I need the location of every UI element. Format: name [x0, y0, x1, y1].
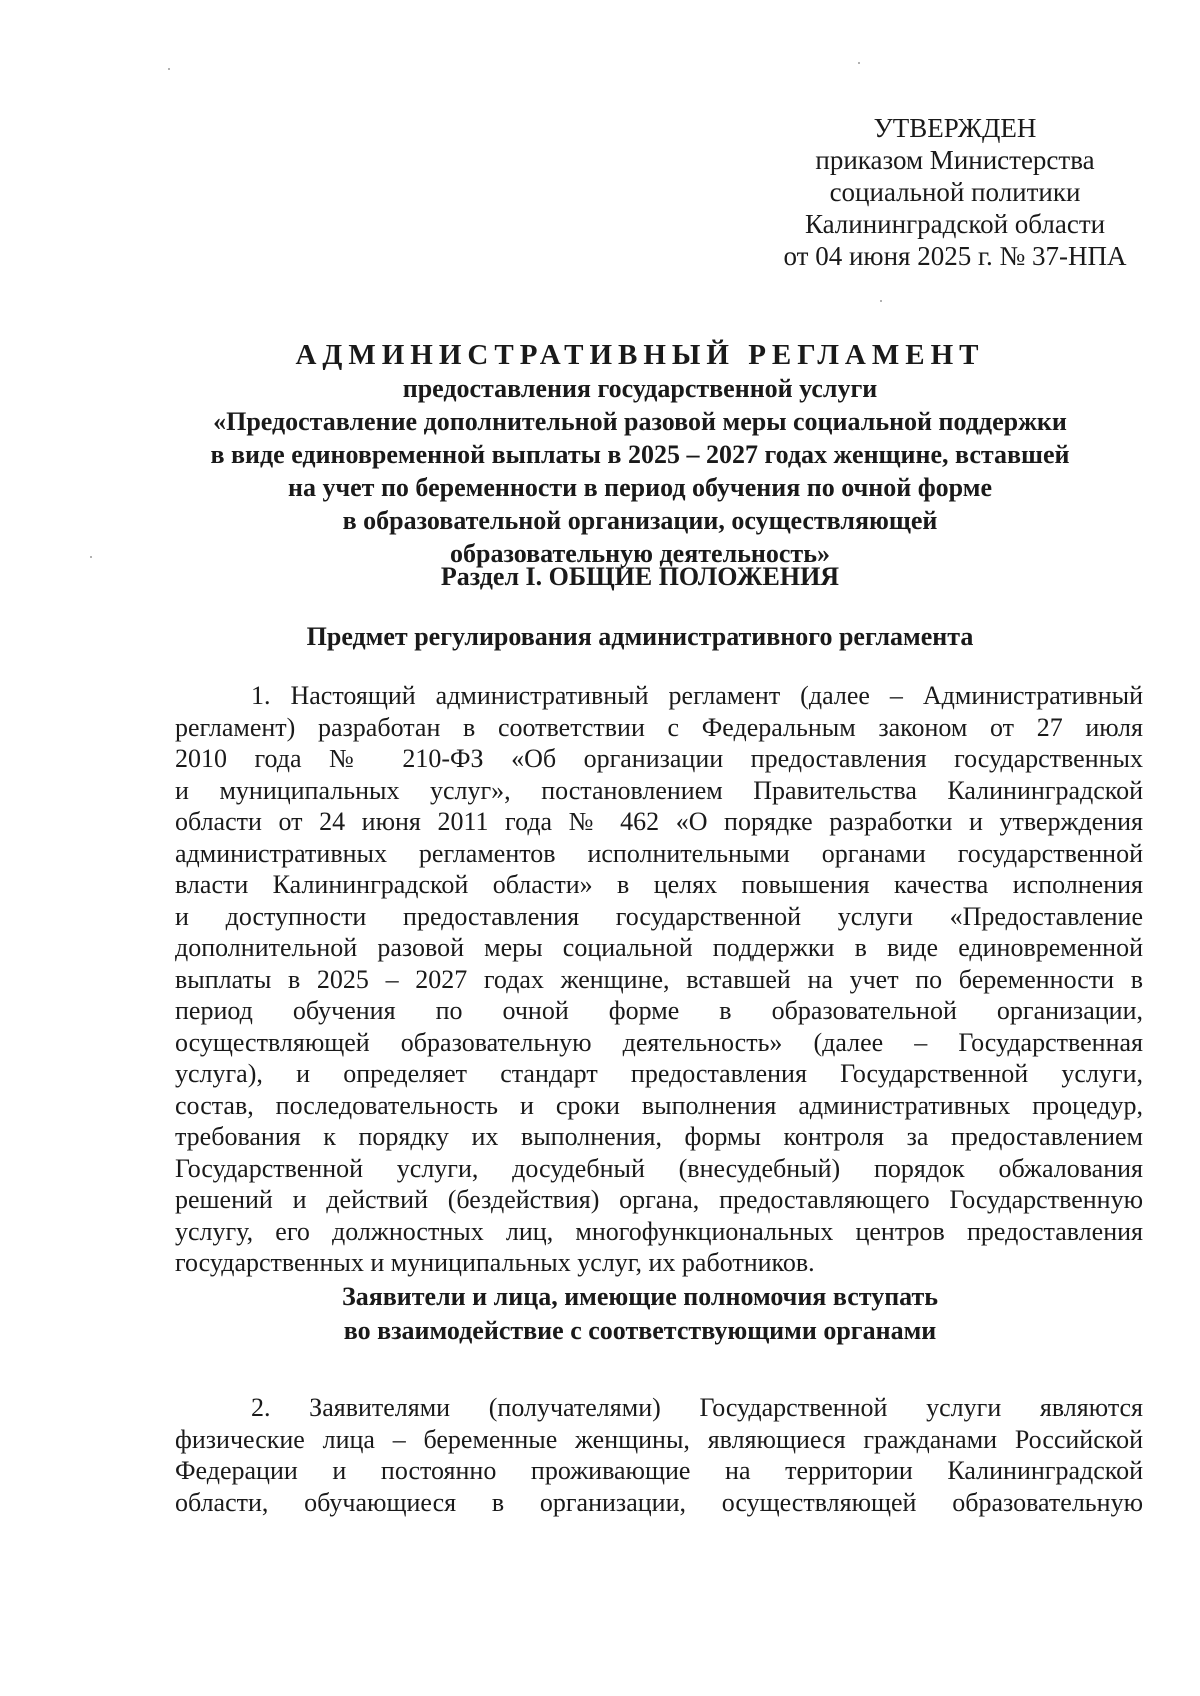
approval-line: Калининградской области — [804, 209, 1106, 239]
document-type-heading: АДМИНИСТРАТИВНЫЙ РЕГЛАМЕНТ — [295, 339, 985, 371]
title-line: образовательную деятельность» — [450, 539, 830, 568]
paragraph-line: власти Калининградской области» в целях повышения качества исполнения — [175, 870, 1143, 899]
paragraph-line: услуга), и определяет стандарт предоставления Государственной услуги, — [175, 1059, 1143, 1088]
scan-speck — [168, 68, 170, 70]
paragraph-line: 1. Настоящий административный регламент (далее – Административный — [251, 681, 1143, 710]
paragraph-line: Федерации и постоянно проживающие на территории Калининградской — [175, 1456, 1143, 1485]
paragraph-line: регламент) разработан в соответствии с Федеральным законом от 27 июля — [175, 712, 1143, 742]
paragraph-line: административных регламентов исполнительными органами государственной — [175, 838, 1143, 868]
scan-speck — [880, 300, 882, 302]
subsection-heading-line: Заявители и лица, имеющие полномочия вступать — [341, 1282, 939, 1311]
title-line: на учет по беременности в период обучения по очной форме — [287, 473, 993, 502]
title-line: «Предоставление дополнительной разовой меры социальной поддержки — [213, 407, 1067, 436]
approval-line: от 04 июня 2025 г. № 37-НПА — [783, 241, 1127, 271]
paragraph-line: физические лица – беременные женщины, являющиеся гражданами Российской — [175, 1424, 1143, 1454]
paragraph-line: 2010 года № 210-ФЗ «Об организации предоставления государственных — [175, 744, 1143, 773]
paragraph-line: государственных и муниципальных услуг, их работников. — [175, 1248, 815, 1277]
subsection-heading-line: во взаимодействие с соответствующими органами — [343, 1316, 937, 1345]
paragraph-line: выплаты в 2025 – 2027 годах женщине, вставшей на учет по беременности в — [175, 964, 1143, 994]
paragraph-line: области от 24 июня 2011 года № 462 «О порядке разработки и утверждения — [175, 807, 1143, 836]
approval-line: приказом Министерства — [815, 145, 1095, 175]
document-title-block — [160, 338, 1120, 570]
paragraph-line: дополнительной разовой меры социальной поддержки в виде единовременной — [175, 933, 1143, 962]
subsection-heading-subject: Предмет регулирования административного регламента — [306, 622, 974, 651]
paragraph-line: требования к порядку их выполнения, формы контроля за предоставлением — [175, 1122, 1143, 1151]
title-line: в образовательной организации, осуществляющей — [342, 506, 938, 535]
paragraph-line: Государственной услуги, досудебный (внесудебный) порядок обжалования — [175, 1153, 1143, 1183]
paragraph-line: осуществляющей образовательную деятельность» (далее – Государственная — [175, 1027, 1143, 1057]
paragraph-line: области, обучающиеся в организации, осуществляющей образовательную — [175, 1487, 1143, 1517]
paragraph-line: и доступности предоставления государственной услуги «Предоставление — [175, 901, 1143, 931]
paragraph-line: состав, последовательность и сроки выполнения административных процедур, — [175, 1090, 1143, 1120]
title-line: в виде единовременной выплаты в 2025 – 2027 годах женщине, вставшей — [210, 440, 1070, 469]
paragraph-line: и муниципальных услуг», постановлением Правительства Калининградской — [175, 775, 1143, 805]
approval-line: социальной политики — [829, 177, 1081, 207]
approval-line: УТВЕРЖДЕН — [873, 113, 1037, 143]
subsection-heading-applicants — [160, 1280, 1120, 1348]
scan-speck — [90, 556, 92, 558]
title-line: предоставления государственной услуги — [402, 374, 878, 403]
paragraph-1 — [175, 680, 1143, 1279]
approval-stamp-block — [770, 112, 1140, 272]
paragraph-line: решений и действий (бездействия) органа, предоставляющего Государственную — [175, 1185, 1143, 1214]
paragraph-line: 2. Заявителями (получателями) Государственной услуги являются — [251, 1393, 1143, 1422]
paragraph-line: услугу, его должностных лиц, многофункциональных центров предоставления — [175, 1216, 1143, 1246]
paragraph-line: период обучения по очной форме в образовательной организации, — [175, 996, 1143, 1025]
scan-speck — [858, 62, 860, 64]
section-heading: Раздел I. ОБЩИЕ ПОЛОЖЕНИЯ — [440, 562, 840, 591]
paragraph-2 — [175, 1392, 1143, 1518]
